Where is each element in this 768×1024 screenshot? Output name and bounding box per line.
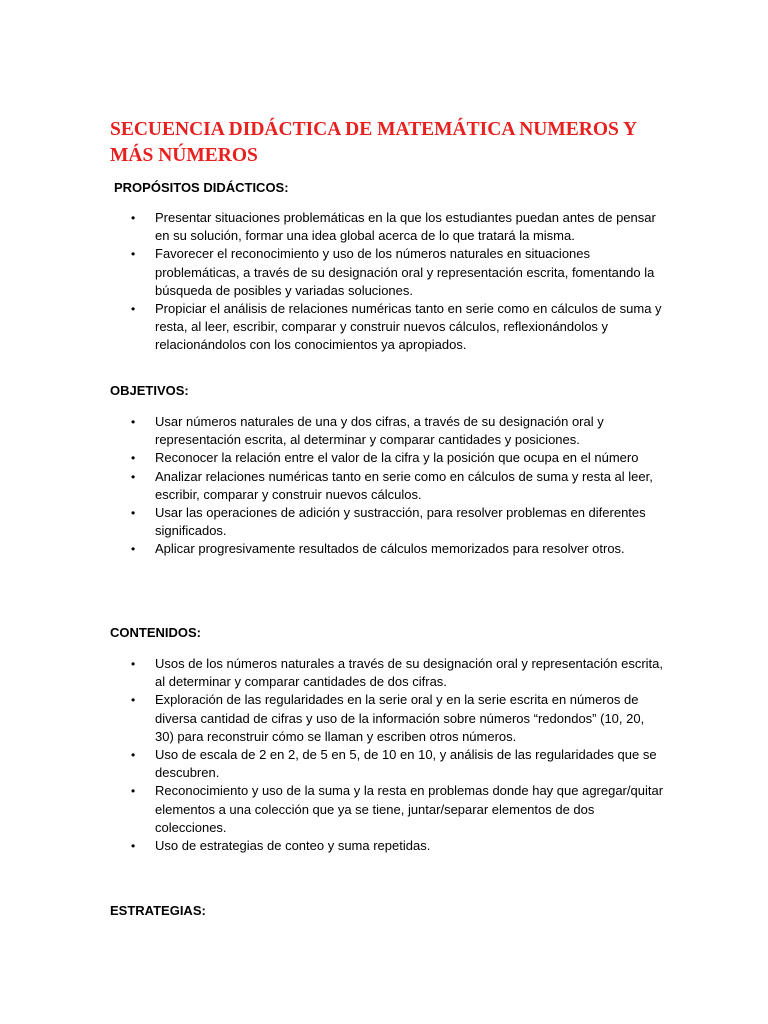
list-item [0,468,665,504]
bullet-icon: • [131,415,136,429]
bullet-icon: • [131,506,136,521]
bullet-icon: • [131,211,136,225]
bullet-icon: • [131,451,136,466]
bullet-icon: • [131,657,136,671]
section-heading-contenidos: CONTENIDOS: [110,625,201,640]
list-item-text: Propiciar el análisis de relaciones numéricas tanto en serie como en cálculos de suma y resta, al leer, escribir, comparar y construir nuevos cálculos, reflexionándolos y relacionándolos con los conocimientos ya apropiados. [155,301,662,353]
section-heading-propositos: PROPÓSITOS DIDÁCTICOS: [114,180,289,195]
objetivos-list [0,413,768,559]
bullet-icon: • [131,784,136,799]
list-item-text: Uso de escala de 2 en 2, de 5 en 5, de 10 en 10, y análisis de las regularidades que se descubren. [155,747,657,781]
list-item [0,449,665,467]
bullet-icon: • [131,693,136,708]
list-item-text: Usar números naturales de una y dos cifras, a través de su designación oral y representación escrita, al determinar y comparar cantidades y posiciones. [155,414,604,448]
list-item [0,413,665,449]
list-item-text: Usar las operaciones de adición y sustracción, para resolver problemas en diferentes significados. [155,505,646,539]
list-item-text: Presentar situaciones problemáticas en la que los estudiantes puedan antes de pensar en su solución, formar una idea global acerca de lo que tratará la misma. [155,210,656,244]
bullet-icon: • [131,247,136,262]
list-item-text: Reconocimiento y uso de la suma y la resta en problemas donde hay que agregar/quitar elementos a una colección que ya se tiene, juntar/separar elementos de dos colecciones. [155,783,664,835]
list-item [0,655,665,691]
list-item-text: Uso de estrategias de conteo y suma repetidas. [155,838,431,854]
contenidos-list [0,655,768,855]
list-item-text: Reconocer la relación entre el valor de la cifra y la posición que ocupa en el número [155,450,639,466]
document-title: SECUENCIA DIDÁCTICA DE MATEMÁTICA NUMEROS Y MÁS NÚMEROS [110,119,637,166]
section-heading-objetivos: OBJETIVOS: [110,383,189,398]
list-item [0,504,665,540]
list-item [0,691,665,746]
bullet-icon: • [131,839,136,854]
section-heading-estrategias: ESTRATEGIAS: [110,903,206,918]
list-item [0,300,665,355]
list-item [0,746,665,782]
list-item-text: Usos de los números naturales a través de su designación oral y representación escrita, al determinar y comparar cantidades de dos cifras. [155,656,663,690]
bullet-icon: • [131,469,136,484]
list-item-text: Exploración de las regularidades en la serie oral y en la serie escrita en números de diversa cantidad de cifras y uso de la información sobre números “redondos” (10, 20, 30) para reconstruir cómo se llaman y escriben otros números. [155,692,645,744]
list-item [0,209,665,245]
list-item [0,245,665,300]
list-item [0,540,665,558]
list-item [0,837,665,855]
bullet-icon: • [131,748,136,763]
list-item [0,782,665,837]
bullet-icon: • [131,542,136,557]
bullet-icon: • [131,302,136,317]
list-item-text: Aplicar progresivamente resultados de cálculos memorizados para resolver otros. [155,541,625,557]
list-item-text: Favorecer el reconocimiento y uso de los números naturales en situaciones problemáticas, a través de su designación oral y representación escrita, fomentando la búsqueda de posibles y variadas soluciones. [155,246,655,298]
list-item-text: Analizar relaciones numéricas tanto en serie como en cálculos de suma y resta al leer, escribir, comparar y construir nuevos cálculos. [155,468,653,502]
propositos-list [0,209,768,355]
